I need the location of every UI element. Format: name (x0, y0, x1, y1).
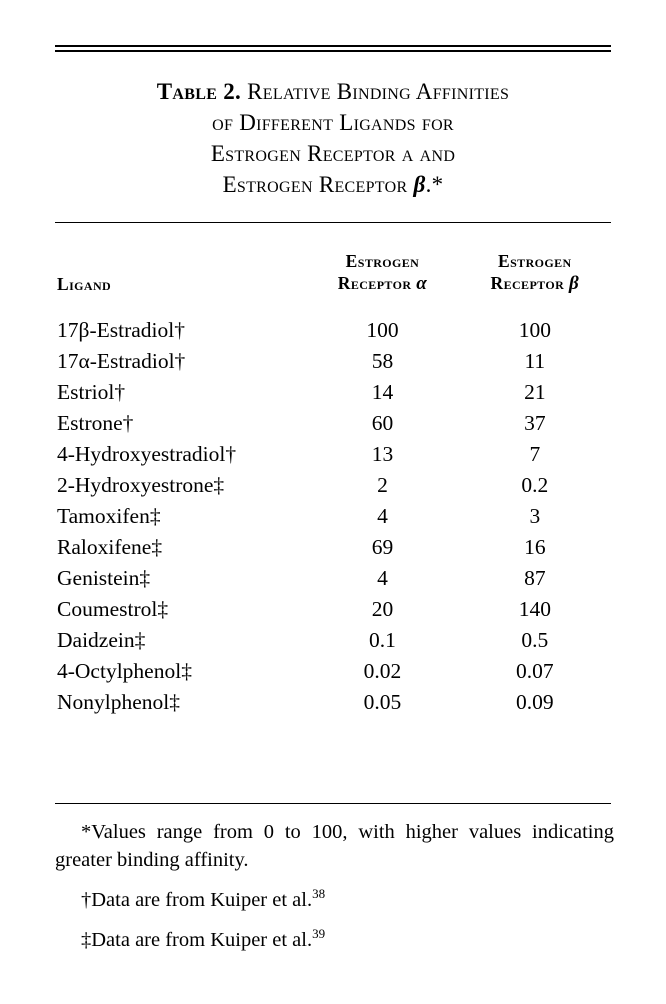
cell-er-beta: 0.2 (521, 473, 549, 497)
cell-er-beta: 37 (524, 411, 546, 435)
cell-er-beta: 100 (518, 318, 551, 342)
cell-ligand: Daidzein‡ (57, 628, 146, 652)
footnotes (55, 818, 614, 966)
table-row (55, 594, 611, 625)
column-header-er-beta-line2 (459, 272, 611, 295)
table-body (55, 305, 611, 718)
title-line-4-greek: β (413, 172, 426, 197)
cell-er-beta: 140 (518, 597, 551, 621)
footnote-double-dagger-text: ‡Data are from Kuiper et al. (81, 929, 313, 951)
cell-er-alpha: 14 (371, 380, 394, 404)
cell-ligand: 4-Octylphenol‡ (57, 659, 192, 683)
cell-er-alpha: 13 (371, 442, 394, 466)
cell-er-alpha: 100 (366, 318, 399, 342)
column-header-er-alpha (306, 250, 458, 305)
table-row (55, 625, 611, 656)
title-line-4-post: .* (425, 172, 444, 197)
top-rule-upper (55, 45, 611, 47)
top-double-rule (55, 45, 611, 51)
table-row (55, 408, 611, 439)
title-line-3: Estrogen Receptor α and (210, 141, 456, 166)
title-line-2: of Different Ligands for (212, 110, 454, 135)
cell-ligand: Estriol† (57, 380, 126, 404)
cell-er-beta: 0.09 (516, 690, 554, 714)
table-row (55, 687, 611, 718)
title-line-1 (55, 76, 611, 107)
table-row (55, 656, 611, 687)
top-rule-lower (55, 50, 611, 52)
cell-ligand: 17β-Estradiol† (57, 318, 185, 342)
table-head (55, 250, 611, 305)
cell-er-beta: 0.5 (521, 628, 549, 652)
title-line-4 (55, 169, 611, 200)
cell-er-beta: 3 (529, 504, 541, 528)
column-header-er-alpha-symbol: α (416, 273, 428, 294)
table-number-label: Table 2. (156, 79, 242, 104)
footnote-double-dagger-reference: 39 (312, 926, 326, 942)
footnote-asterisk: *Values range from 0 to 100, with higher values indicating greater binding affinity. (55, 821, 614, 871)
cell-ligand: 4-Hydroxyestradiol† (57, 442, 237, 466)
footer-rule (55, 803, 611, 804)
column-header-ligand (55, 250, 306, 305)
column-header-er-beta-line1: Estrogen (498, 251, 572, 271)
cell-ligand: Tamoxifen‡ (57, 504, 161, 528)
column-header-ligand-label: Ligand (57, 274, 112, 294)
cell-er-beta: 7 (529, 442, 541, 466)
cell-er-alpha: 69 (371, 535, 394, 559)
table-header-row (55, 250, 611, 305)
cell-er-alpha: 0.05 (363, 690, 402, 714)
table-row (55, 532, 611, 563)
cell-er-alpha: 60 (371, 411, 394, 435)
column-header-er-beta (459, 250, 611, 305)
footnote-dagger-text: †Data are from Kuiper et al. (81, 889, 313, 911)
table-row (55, 470, 611, 501)
column-header-er-beta-line2-text: Receptor (490, 273, 569, 293)
cell-er-alpha: 2 (377, 473, 388, 497)
cell-er-beta: 16 (524, 535, 546, 559)
footnote-dagger (55, 886, 614, 914)
cell-ligand: Coumestrol‡ (57, 597, 169, 621)
column-header-er-alpha-line1: Estrogen (345, 251, 420, 271)
table-row (55, 346, 611, 377)
cell-er-alpha: 0.02 (363, 659, 402, 683)
cell-er-alpha: 58 (371, 349, 394, 373)
table-title (55, 76, 611, 200)
binding-affinity-table (55, 250, 611, 718)
table-row (55, 563, 611, 594)
cell-ligand: 2-Hydroxyestrone‡ (57, 473, 225, 497)
cell-er-beta: 21 (524, 380, 546, 404)
cell-er-beta: 0.07 (516, 659, 554, 683)
table-row (55, 305, 611, 346)
cell-ligand: Nonylphenol‡ (57, 690, 181, 714)
cell-er-alpha: 4 (377, 504, 388, 528)
column-header-er-beta-symbol: β (568, 273, 580, 294)
table-row (55, 439, 611, 470)
cell-er-alpha: 4 (377, 566, 388, 590)
title-line-1-text: Relative Binding Affinities (247, 79, 510, 104)
cell-ligand: Estrone† (57, 411, 134, 435)
table-row (55, 501, 611, 532)
table-row (55, 377, 611, 408)
column-header-er-alpha-line2-text: Receptor (337, 273, 417, 293)
cell-ligand: Genistein‡ (57, 566, 151, 590)
cell-ligand: Raloxifene‡ (57, 535, 163, 559)
title-line-4-pre: Estrogen Receptor (222, 172, 414, 197)
cell-er-alpha: 20 (371, 597, 394, 621)
column-header-er-alpha-line2 (306, 272, 458, 295)
cell-er-alpha: 0.1 (369, 628, 396, 652)
cell-ligand: 17α-Estradiol† (57, 349, 186, 373)
header-rule (55, 222, 611, 223)
cell-er-beta: 11 (524, 349, 546, 373)
footnote-double-dagger (55, 926, 614, 954)
footnote-dagger-reference: 38 (312, 886, 326, 902)
cell-er-beta: 87 (524, 566, 546, 590)
